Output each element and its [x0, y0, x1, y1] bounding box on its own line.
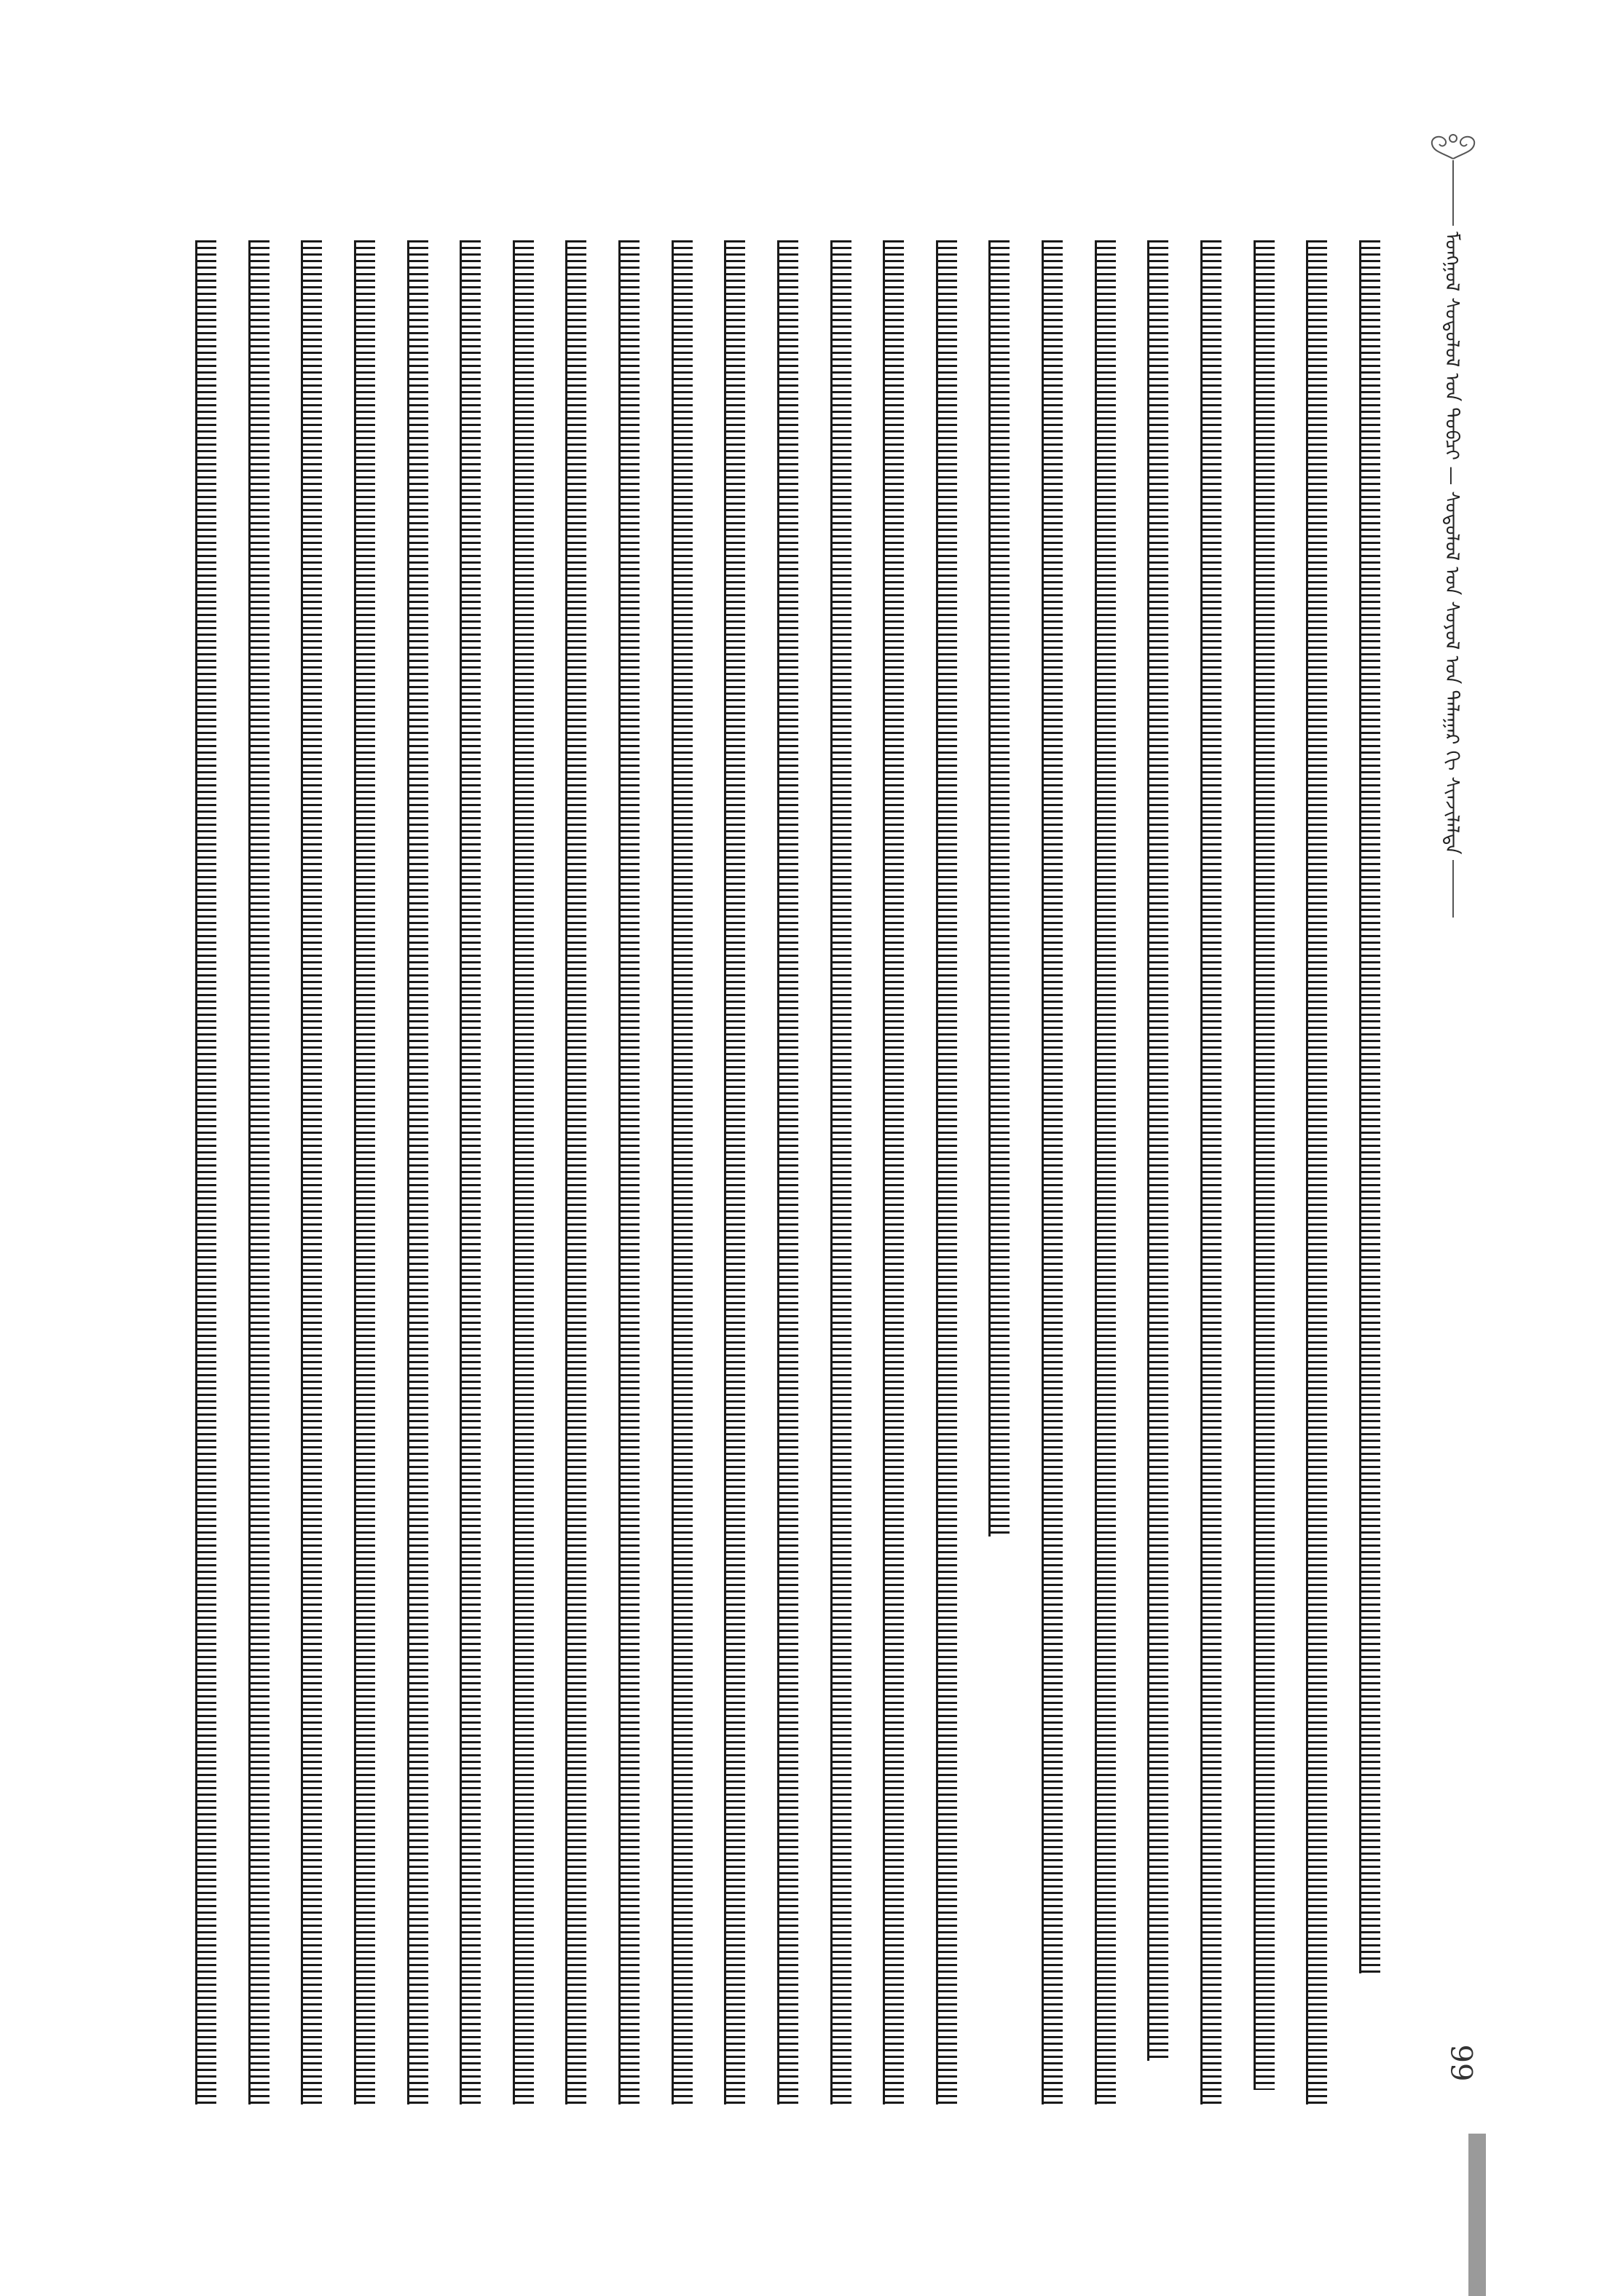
text-column — [559, 240, 590, 2119]
text-column-glyphs — [1359, 240, 1380, 1973]
text-column — [1089, 240, 1120, 2119]
text-column — [507, 240, 538, 2119]
text-column-glyphs — [195, 240, 216, 2104]
text-column — [1036, 240, 1066, 2119]
text-column-glyphs — [407, 240, 428, 2104]
running-title-main: ᠮᠣᠩᠭᠣᠯ ᠰᠤᠳᠤᠯᠤᠯ ᠤᠨ ᠲᠣᠪᠴᠢ — [1441, 232, 1463, 460]
text-column — [613, 240, 643, 2119]
margin-bar — [1468, 2134, 1486, 2296]
text-column-glyphs — [301, 240, 322, 2104]
text-column-glyphs — [354, 240, 375, 2104]
text-column — [825, 240, 855, 2119]
text-column-glyphs — [1147, 240, 1168, 2061]
running-title-sub: — ᠰᠤᠳᠤᠯᠤᠯ ᠤᠨ ᠰᠣᠶᠤᠯ ᠤᠨ ᠲᠠᠯᠠᠭᠠᠷ ᠬᠢ ᠰᠢᠨᠵᠢᠯᠡᠯᠲᠡ — [1441, 466, 1463, 855]
text-column — [771, 240, 802, 2119]
body-text — [189, 240, 1384, 2119]
text-column-glyphs — [460, 240, 481, 2104]
text-column-glyphs — [618, 240, 640, 2104]
text-column-glyphs — [1095, 240, 1116, 2104]
text-column — [295, 240, 326, 2119]
text-column — [243, 240, 273, 2119]
text-column — [1141, 240, 1172, 2119]
text-column-glyphs — [248, 240, 270, 2104]
text-column — [718, 240, 749, 2119]
running-header — [1420, 131, 1486, 947]
text-column-glyphs — [565, 240, 586, 2104]
running-title — [1435, 226, 1468, 860]
text-column — [1248, 240, 1278, 2119]
text-column — [454, 240, 484, 2119]
text-column — [666, 240, 696, 2119]
text-column-glyphs — [936, 240, 957, 2104]
page-number: 99 — [1444, 2044, 1478, 2082]
ornament-icon — [1428, 131, 1479, 160]
text-column-glyphs — [672, 240, 693, 2104]
text-column — [1353, 240, 1384, 2119]
text-column-glyphs — [1306, 240, 1327, 2104]
text-column — [983, 240, 1013, 2119]
text-column — [348, 240, 379, 2119]
text-column-glyphs — [988, 240, 1010, 1536]
text-column — [930, 240, 961, 2119]
text-column-glyphs — [883, 240, 904, 2104]
text-column — [1300, 240, 1331, 2119]
text-column-glyphs — [1042, 240, 1063, 2104]
text-column-glyphs — [777, 240, 798, 2104]
text-column — [877, 240, 908, 2119]
text-column — [401, 240, 432, 2119]
text-column-glyphs — [1200, 240, 1221, 2104]
text-column-glyphs — [513, 240, 534, 2104]
text-column-glyphs — [1254, 240, 1275, 2090]
text-column-glyphs — [724, 240, 745, 2104]
text-column — [189, 240, 220, 2119]
text-column — [1195, 240, 1225, 2119]
text-column-glyphs — [830, 240, 851, 2104]
